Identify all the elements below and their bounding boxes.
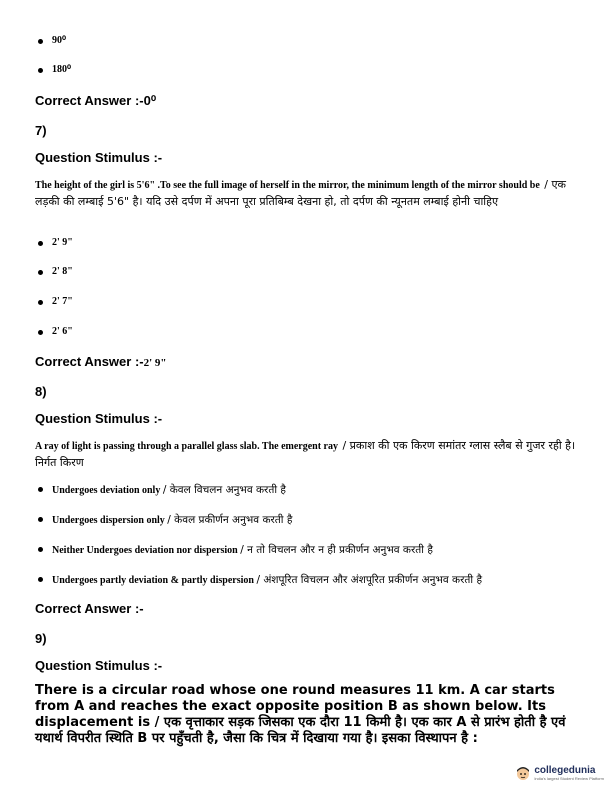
collegedunia-logo <box>514 764 604 782</box>
correct-answer-value: 2' 9" <box>143 357 167 369</box>
option-hindi: / अंशपूरित विचलन और अंशपूरित प्रकीर्णन अनुभव करती है <box>256 574 483 586</box>
logo-text: collegedunia <box>534 765 596 776</box>
correct-answer-value: 0⁰ <box>143 93 157 108</box>
correct-answer-label: Correct Answer :- <box>35 354 144 369</box>
stimulus-english: A ray of light is passing through a parallel glass slab. The emergent ray <box>35 441 338 452</box>
correct-answer-label: Correct Answer :- <box>35 93 144 108</box>
q8-stimulus <box>35 437 583 470</box>
stimulus-label: Question Stimulus :- <box>35 150 163 165</box>
q6-correct-answer <box>35 93 156 109</box>
q8-option-3 <box>52 543 433 557</box>
option-hindi: / केवल प्रकीर्णन अनुभव करती है <box>167 514 293 526</box>
option-english: Neither Undergoes deviation nor dispersion <box>52 545 238 556</box>
question-number: 9) <box>35 631 47 646</box>
q8-option-4 <box>52 573 482 587</box>
question-number: 7) <box>35 123 47 138</box>
q6-option-2: 180⁰ <box>52 64 72 75</box>
q7-correct-answer <box>35 354 167 369</box>
q8-option-1 <box>52 483 286 497</box>
option-hindi: / केवल विचलन अनुभव करती है <box>162 484 286 496</box>
stimulus-label: Question Stimulus :- <box>35 658 163 673</box>
mascot-icon <box>514 764 532 782</box>
stimulus-label: Question Stimulus :- <box>35 411 163 426</box>
q7-option-3: 2' 7" <box>52 296 73 307</box>
q9-stimulus: There is a circular road whose one round measures 11 km. A car starts from A and reaches the exact opposite position B as shown below. Its displacement is / एक वृत्ताकार सड़क जिसका एक दौरा 11 किमी है। एक कार A से प्रारंभ होती है एवं यथार्थ विपरीत स्थिति B पर पहुँचती है, जैसा कि चित्र में दिखाया गया है। इसका विस्थापन है : <box>35 683 566 746</box>
option-english: Undergoes dispersion only <box>52 515 165 526</box>
q8-option-2 <box>52 513 292 527</box>
option-english: Undergoes deviation only <box>52 485 161 496</box>
option-english: Undergoes partly deviation & partly dispersion <box>52 575 254 586</box>
question-number: 8) <box>35 384 47 399</box>
q7-option-2: 2' 8" <box>52 266 73 277</box>
q6-option-1: 90⁰ <box>52 35 67 46</box>
stimulus-hindi: / प्रकाश की एक किरण समांतर ग्लास स्लैब से गुजर रही है। निर्गत किरण <box>35 439 576 469</box>
q7-option-1: 2' 9" <box>52 237 73 248</box>
stimulus-hindi: / एक लड़की की लम्बाई 5'6" है। यदि उसे दर्पण में अपना पूरा प्रतिबिम्ब देखना हो, तो दर्पण की न्यूनतम लम्बाई होनी चाहिए <box>35 178 566 208</box>
option-hindi: / न तो विचलन और न ही प्रकीर्णन अनुभव करती है <box>240 544 433 556</box>
q7-stimulus <box>35 176 583 209</box>
q8-correct-answer <box>35 601 144 616</box>
logo-tagline: India's largest Student Review Platform <box>534 776 604 781</box>
stimulus-english: The height of the girl is 5'6" .To see the full image of herself in the mirror, the minimum length of the mirror should be <box>35 180 540 191</box>
q7-option-4: 2' 6" <box>52 326 73 337</box>
correct-answer-label: Correct Answer :- <box>35 601 144 616</box>
